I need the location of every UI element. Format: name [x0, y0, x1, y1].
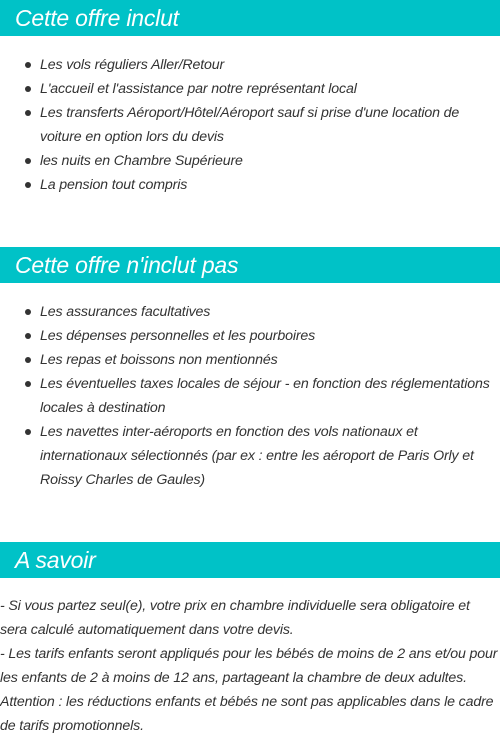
section-header-included: [0, 0, 500, 36]
included-list: [0, 53, 500, 197]
bullet-icon: [25, 158, 31, 164]
info-paragraph: - Si vous partez seul(e), votre prix en chambre individuelle sera obligatoire et sera calculé automatiquement dans votre devis.: [0, 598, 470, 638]
list-item: [0, 77, 500, 101]
section-title-excluded: Cette offre n'inclut pas: [15, 252, 239, 278]
list-item: [0, 101, 500, 149]
list-item-text: Les vols réguliers Aller/Retour: [40, 57, 225, 73]
list-item: [0, 372, 500, 420]
bullet-icon: [25, 62, 31, 68]
list-item-text: Les dépenses personnelles et les pourboires: [40, 328, 316, 344]
section-title-included: Cette offre inclut: [15, 5, 179, 31]
list-item: [0, 53, 500, 77]
info-text-block: [0, 594, 500, 738]
list-item-text: Les éventuelles taxes locales de séjour - en fonction des réglementations locales à destination: [40, 376, 490, 416]
section-header-excluded: [0, 247, 500, 283]
section-title-info: A savoir: [15, 547, 96, 573]
list-item: [0, 420, 500, 492]
excluded-list: [0, 300, 500, 492]
list-item-text: Les transferts Aéroport/Hôtel/Aéroport sauf si prise d'une location de voiture en option lors du devis: [40, 105, 460, 145]
bullet-icon: [25, 182, 31, 188]
list-item: [0, 324, 500, 348]
list-item: [0, 300, 500, 324]
bullet-icon: [25, 333, 31, 339]
list-item: [0, 149, 500, 173]
list-item-text: Les assurances facultatives: [40, 304, 211, 320]
list-item-text: Les repas et boissons non mentionnés: [40, 352, 278, 368]
bullet-icon: [25, 429, 31, 435]
bullet-icon: [25, 309, 31, 315]
info-paragraph: - Les tarifs enfants seront appliqués pour les bébés de moins de 2 ans et/ou pour les enfants de 2 à moins de 12 ans, partageant la chambre de deux adultes.: [0, 646, 498, 686]
section-header-info: [0, 542, 500, 578]
list-item-text: La pension tout compris: [40, 177, 188, 193]
list-item: [0, 348, 500, 372]
info-paragraph: Attention : les réductions enfants et bébés ne sont pas applicables dans le cadre de tarifs promotionnels.: [0, 694, 494, 734]
list-item-text: les nuits en Chambre Supérieure: [40, 153, 243, 169]
bullet-icon: [25, 381, 31, 387]
list-item-text: Les navettes inter-aéroports en fonction des vols nationaux et internationaux sélectionnés (par ex : entre les aéroport de Paris Orly et Roissy Charles de Gaules): [40, 424, 474, 488]
list-item: [0, 173, 500, 197]
bullet-icon: [25, 357, 31, 363]
bullet-icon: [25, 86, 31, 92]
bullet-icon: [25, 110, 31, 116]
list-item-text: L'accueil et l'assistance par notre représentant local: [40, 81, 357, 97]
